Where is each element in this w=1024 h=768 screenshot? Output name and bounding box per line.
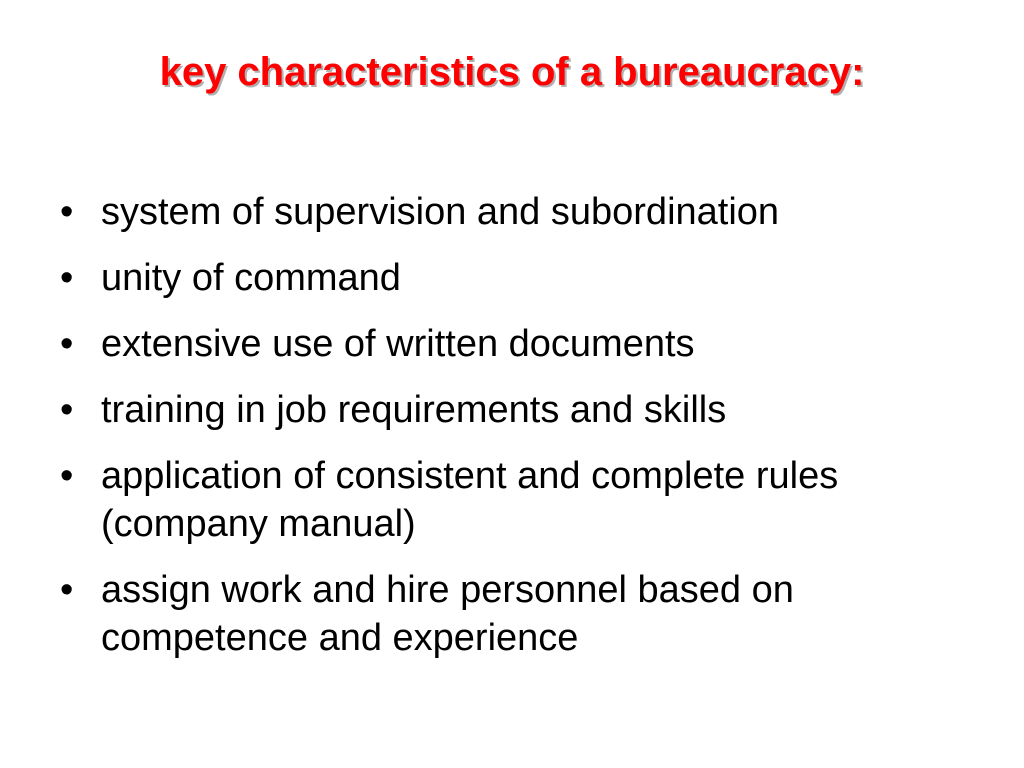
bullet-text: extensive use of written documents (101, 323, 695, 365)
list-item (60, 254, 960, 302)
bullet-text: system of supervision and subordination (101, 191, 780, 233)
bullet-icon: • (60, 257, 74, 299)
bullet-icon: • (60, 323, 74, 365)
list-item (60, 386, 960, 434)
bullet-list (60, 188, 960, 680)
bullet-text: unity of command (101, 257, 401, 299)
bullet-text: assign work and hire personnel based on competence and experience (101, 569, 794, 659)
slide-title: key characteristics of a bureaucracy: (159, 50, 865, 94)
list-item (60, 188, 960, 236)
list-item (60, 566, 960, 662)
bullet-icon: • (60, 569, 74, 611)
bullet-text: application of consistent and complete rules (company manual) (101, 455, 839, 545)
list-item (60, 320, 960, 368)
bullet-icon: • (60, 455, 74, 497)
bullet-text: training in job requirements and skills (101, 389, 727, 431)
bullet-icon: • (60, 191, 74, 233)
list-item (60, 452, 960, 548)
bullet-icon: • (60, 389, 74, 431)
